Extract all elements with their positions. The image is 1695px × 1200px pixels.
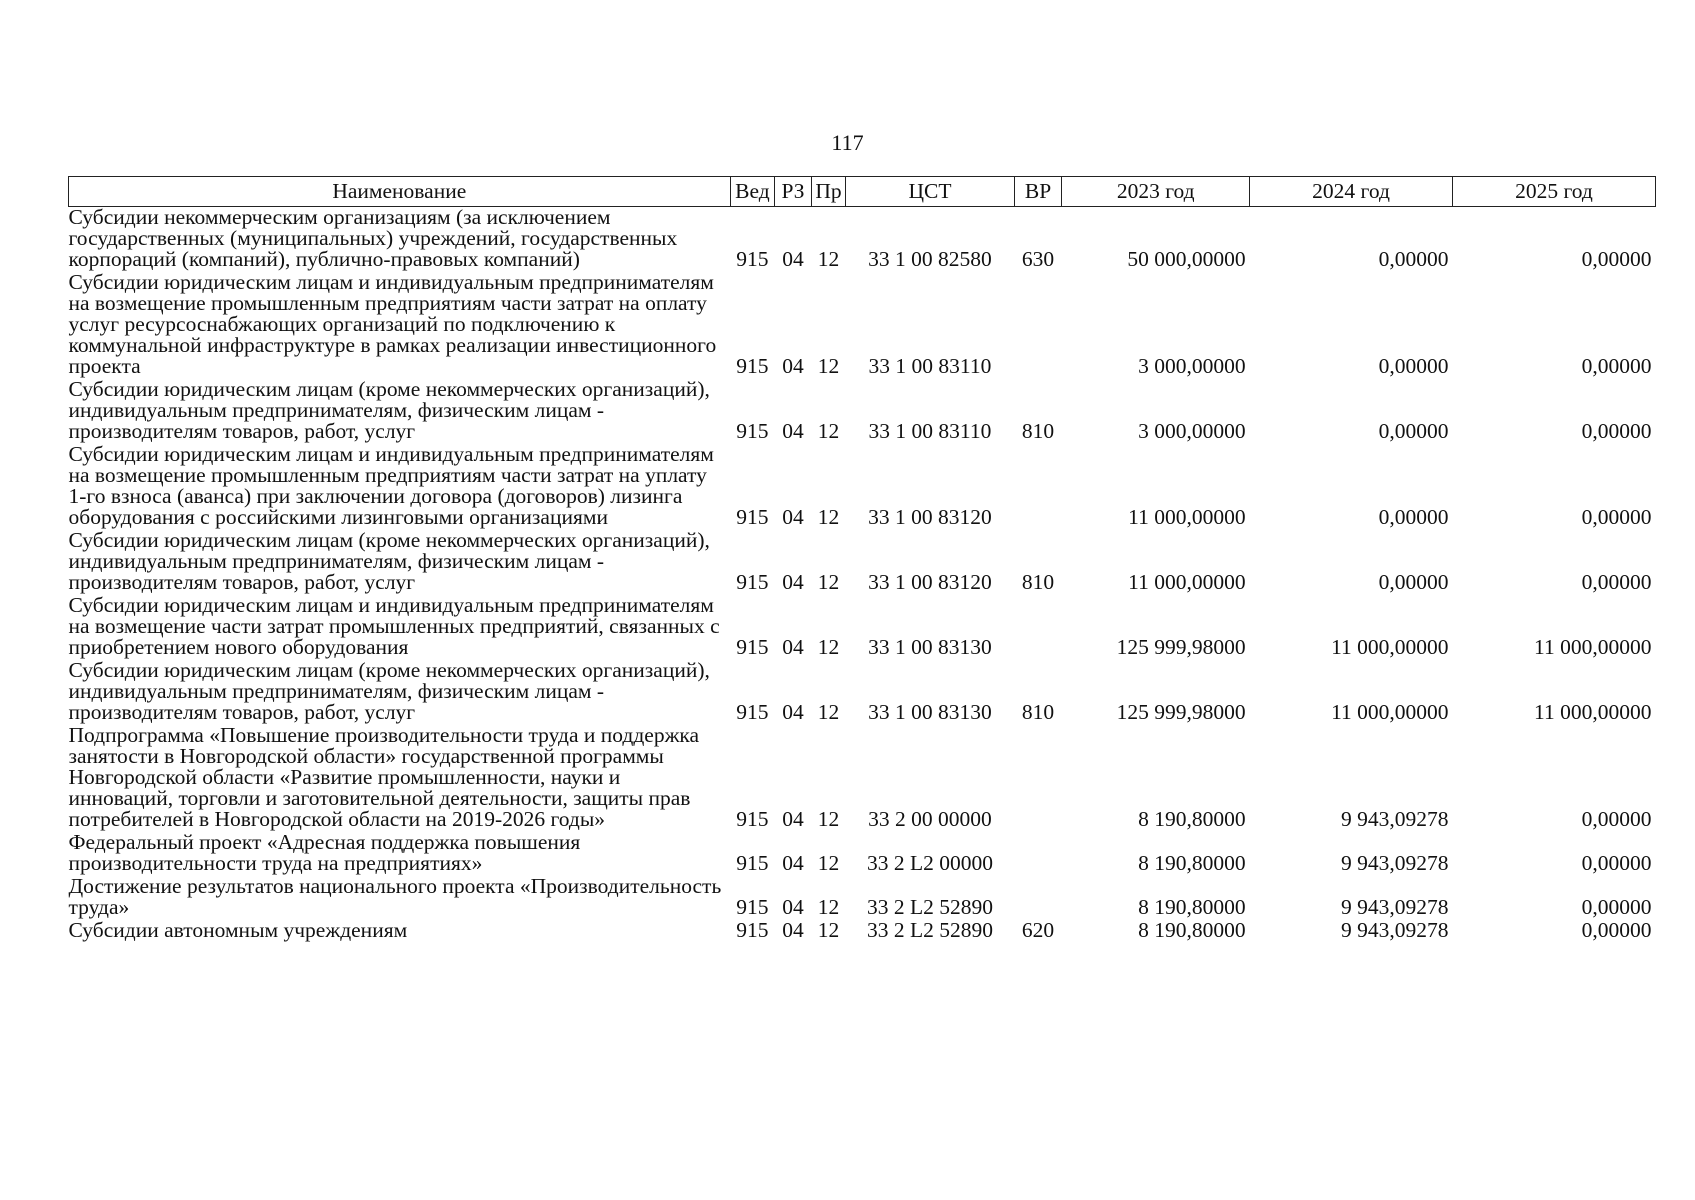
- table-row: [69, 920, 1656, 943]
- header-name: Наименование: [69, 177, 731, 207]
- row-2025: 0,00000: [1581, 895, 1652, 919]
- row-2025: 11 000,00000: [1534, 635, 1652, 659]
- row-2023: 8 190,80000: [1138, 895, 1246, 919]
- row-2023: 8 190,80000: [1138, 918, 1246, 942]
- row-name: Федеральный проект «Адресная поддержка повышения производительности труда на предприятиях»: [68, 830, 581, 875]
- row-2023: 50 000,00000: [1127, 247, 1246, 271]
- row-2025: 0,00000: [1581, 247, 1652, 271]
- row-ved: 915: [736, 354, 769, 378]
- row-cst: 33 1 00 83120: [868, 570, 992, 594]
- row-2023: 3 000,00000: [1138, 419, 1246, 443]
- row-vr: 810: [1021, 700, 1055, 724]
- row-rz: 04: [782, 918, 804, 942]
- row-2024: 11 000,00000: [1331, 700, 1449, 724]
- row-rz: 04: [782, 895, 804, 919]
- row-cst: 33 2 L2 00000: [866, 851, 993, 875]
- row-ved: 915: [736, 700, 769, 724]
- row-vr: [1014, 832, 1062, 876]
- row-ved: 915: [736, 419, 769, 443]
- row-name: Субсидии некоммерческим организациям (за исключением государственных (муниципальных) учреждений, государственных корпораций (компаний), публично-правовых компаний): [68, 205, 678, 271]
- row-name: Субсидии юридическим лицам (кроме некоммерческих организаций), индивидуальным предпринимателям, физическим лицам - производителям товаров, работ, услуг: [68, 658, 710, 724]
- table-row: [69, 444, 1656, 530]
- table-header-row: [69, 177, 1656, 207]
- row-2024: 0,00000: [1378, 247, 1449, 271]
- row-pr: 12: [817, 570, 840, 594]
- row-2024: 9 943,09278: [1341, 851, 1449, 875]
- row-ved: 915: [736, 505, 769, 529]
- row-ved: 915: [736, 895, 769, 919]
- row-pr: 12: [817, 635, 840, 659]
- header-rz: РЗ: [775, 177, 812, 207]
- budget-table: [68, 176, 1656, 943]
- table-row: [69, 876, 1656, 920]
- table-row: [69, 832, 1656, 876]
- row-cst: 33 2 L2 52890: [866, 895, 993, 919]
- row-rz: 04: [782, 419, 804, 443]
- table-row: [69, 379, 1656, 444]
- header-2023: 2023 год: [1062, 177, 1250, 207]
- row-cst: 33 1 00 83120: [868, 505, 992, 529]
- row-name: Подпрограмма «Повышение производительности труда и поддержка занятости в Новгородской области» государственной программы Новгородской области «Развитие промышленности, науки и инноваций, торговли и заготовительной деятельности, защиты прав потребителей в Новгородской области на 2019-2026 годы»: [68, 723, 700, 831]
- row-2023: 11 000,00000: [1128, 505, 1246, 529]
- row-pr: 12: [817, 505, 840, 529]
- row-2023: 3 000,00000: [1138, 354, 1246, 378]
- row-2023: 8 190,80000: [1138, 807, 1246, 831]
- row-ved: 915: [736, 247, 769, 271]
- row-name: Достижение результатов национального проекта «Производительность труда»: [68, 874, 722, 919]
- row-2023: 11 000,00000: [1128, 570, 1246, 594]
- row-vr: [1014, 876, 1062, 920]
- row-pr: 12: [817, 807, 840, 831]
- row-cst: 33 2 L2 52890: [866, 918, 993, 942]
- row-name: Субсидии юридическим лицам (кроме некоммерческих организаций), индивидуальным предпринимателям, физическим лицам - производителям товаров, работ, услуг: [68, 528, 710, 594]
- row-cst: 33 1 00 83110: [868, 354, 992, 378]
- row-ved: 915: [736, 635, 769, 659]
- row-name: Субсидии юридическим лицам и индивидуальным предпринимателям на возмещение промышленным предприятиям части затрат на уплату 1-го взноса (аванса) при заключении договора (договоров) лизинга оборудования с российскими лизинговыми организациями: [68, 442, 714, 529]
- row-vr: [1014, 272, 1062, 379]
- table-row: [69, 660, 1656, 725]
- row-vr: 810: [1021, 419, 1055, 443]
- table-row: [69, 595, 1656, 660]
- row-vr: [1014, 725, 1062, 832]
- header-2025: 2025 год: [1453, 177, 1656, 207]
- row-2025: 0,00000: [1581, 354, 1652, 378]
- row-name: Субсидии юридическим лицам (кроме некоммерческих организаций), индивидуальным предпринимателям, физическим лицам - производителям товаров, работ, услуг: [68, 377, 710, 443]
- row-rz: 04: [782, 700, 804, 724]
- row-cst: 33 1 00 82580: [868, 247, 992, 271]
- row-rz: 04: [782, 505, 804, 529]
- row-name: Субсидии юридическим лицам и индивидуальным предпринимателям на возмещение промышленным предприятиям части затрат на оплату услуг ресурсоснабжающих организаций по подключению к коммунальной инфраструктуре в рамках реализации инвестиционного проекта: [68, 270, 717, 378]
- table-row: [69, 272, 1656, 379]
- header-pr: Пр: [811, 177, 846, 207]
- row-pr: 12: [817, 354, 840, 378]
- row-vr: 630: [1021, 247, 1055, 271]
- header-ved: Вед: [730, 177, 775, 207]
- header-2024: 2024 год: [1250, 177, 1453, 207]
- table-row: [69, 725, 1656, 832]
- row-cst: 33 1 00 83130: [868, 700, 992, 724]
- row-rz: 04: [782, 851, 804, 875]
- row-vr: 620: [1021, 918, 1055, 942]
- row-2024: 9 943,09278: [1341, 807, 1449, 831]
- row-ved: 915: [736, 570, 769, 594]
- row-2025: 0,00000: [1581, 570, 1652, 594]
- row-2023: 8 190,80000: [1138, 851, 1246, 875]
- row-2025: 0,00000: [1581, 807, 1652, 831]
- row-vr: [1014, 444, 1062, 530]
- row-pr: 12: [817, 700, 840, 724]
- row-rz: 04: [782, 354, 804, 378]
- row-cst: 33 2 00 00000: [868, 807, 992, 831]
- row-name: Субсидии юридическим лицам и индивидуальным предпринимателям на возмещение части затрат промышленных предприятий, связанных с приобретением нового оборудования: [68, 593, 720, 659]
- row-rz: 04: [782, 807, 804, 831]
- row-2024: 11 000,00000: [1331, 635, 1449, 659]
- row-2025: 0,00000: [1581, 851, 1652, 875]
- row-name: Субсидии автономным учреждениям: [68, 918, 408, 942]
- row-pr: 12: [817, 419, 840, 443]
- row-pr: 12: [817, 918, 840, 942]
- row-ved: 915: [736, 851, 769, 875]
- row-rz: 04: [782, 635, 804, 659]
- row-2024: 0,00000: [1378, 570, 1449, 594]
- row-2023: 125 999,98000: [1116, 700, 1246, 724]
- row-rz: 04: [782, 247, 804, 271]
- row-2023: 125 999,98000: [1116, 635, 1246, 659]
- row-2024: 9 943,09278: [1341, 895, 1449, 919]
- row-vr: 810: [1021, 570, 1055, 594]
- row-2025: 11 000,00000: [1534, 700, 1652, 724]
- row-pr: 12: [817, 895, 840, 919]
- row-2024: 0,00000: [1378, 354, 1449, 378]
- row-ved: 915: [736, 918, 769, 942]
- page-number: 117: [831, 130, 864, 155]
- row-pr: 12: [817, 247, 840, 271]
- table-row: [69, 530, 1656, 595]
- header-cst: ЦСТ: [846, 177, 1014, 207]
- row-pr: 12: [817, 851, 840, 875]
- row-2024: 9 943,09278: [1341, 918, 1449, 942]
- row-2024: 0,00000: [1378, 505, 1449, 529]
- row-cst: 33 1 00 83130: [868, 635, 992, 659]
- row-vr: [1014, 595, 1062, 660]
- row-ved: 915: [736, 807, 769, 831]
- row-2025: 0,00000: [1581, 918, 1652, 942]
- header-vr: ВР: [1014, 177, 1062, 207]
- table-row: [69, 207, 1656, 273]
- row-rz: 04: [782, 570, 804, 594]
- row-2025: 0,00000: [1581, 505, 1652, 529]
- row-cst: 33 1 00 83110: [868, 419, 992, 443]
- row-2025: 0,00000: [1581, 419, 1652, 443]
- row-2024: 0,00000: [1378, 419, 1449, 443]
